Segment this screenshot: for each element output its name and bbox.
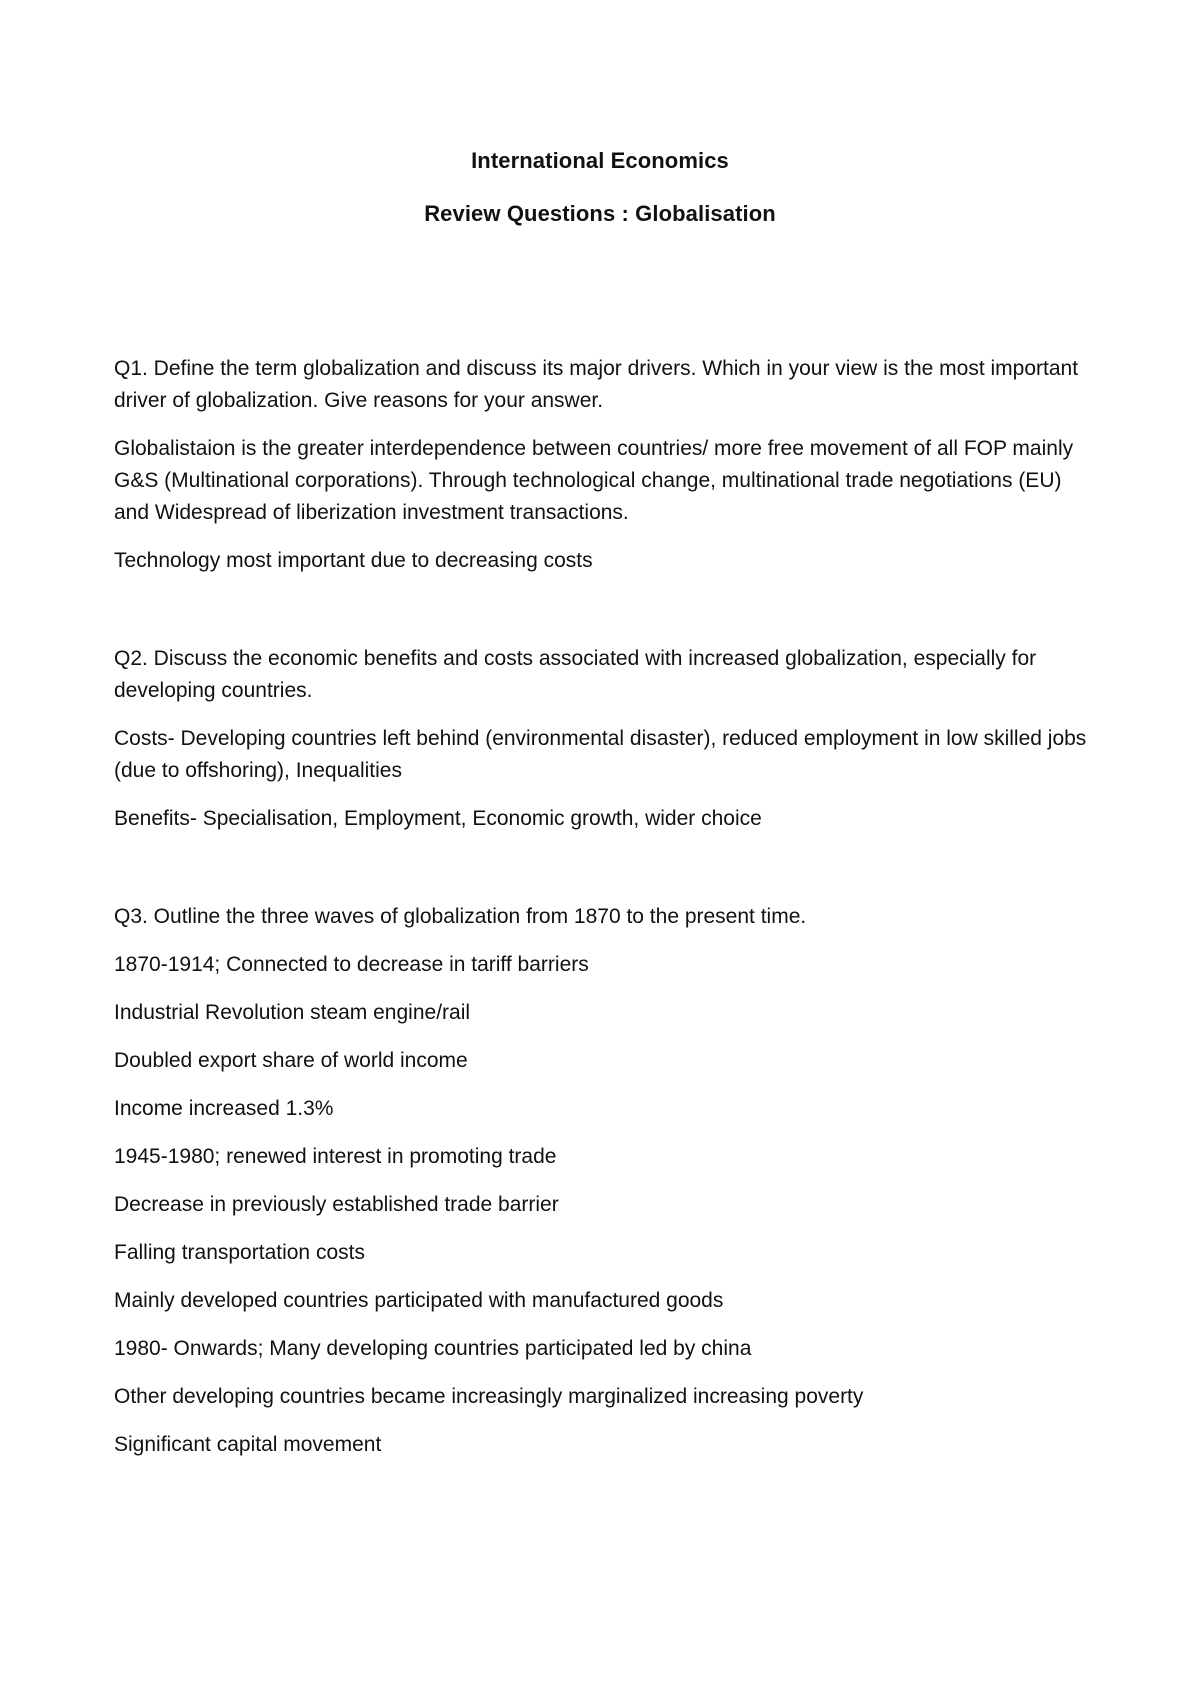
answer-2-2: Benefits- Specialisation, Employment, Economic growth, wider choice bbox=[114, 807, 762, 830]
document-title: International Economics bbox=[471, 148, 729, 173]
answer-3-5: 1945-1980; renewed interest in promoting trade bbox=[114, 1145, 557, 1168]
answer-3-8: Mainly developed countries participated with manufactured goods bbox=[114, 1289, 724, 1312]
answer-1-1: Globalistaion is the greater interdependence between countries/ more free movement of all FOP mainly G&S (Multinational corporations). Through technological change, multinational trade negotiations (EU) and Widespread of liberization investment transactions. bbox=[114, 437, 1074, 524]
answer-3-3: Doubled export share of world income bbox=[114, 1049, 468, 1072]
answer-3-4: Income increased 1.3% bbox=[114, 1097, 334, 1120]
answer-3-10: Other developing countries became increasingly marginalized increasing poverty bbox=[114, 1385, 864, 1408]
question-1: Q1. Define the term globalization and discuss its major drivers. Which in your view is the most important driver of globalization. Give reasons for your answer. bbox=[114, 357, 1079, 412]
document-subtitle: Review Questions : Globalisation bbox=[424, 201, 776, 226]
answer-3-2: Industrial Revolution steam engine/rail bbox=[114, 1001, 471, 1024]
answer-3-1: 1870-1914; Connected to decrease in tariff barriers bbox=[114, 953, 589, 976]
answer-3-9: 1980- Onwards; Many developing countries participated led by china bbox=[114, 1337, 752, 1360]
document-body bbox=[114, 353, 1094, 1477]
question-2: Q2. Discuss the economic benefits and costs associated with increased globalization, especially for developing countries. bbox=[114, 647, 1037, 702]
answer-3-7: Falling transportation costs bbox=[114, 1241, 365, 1264]
answer-2-1: Costs- Developing countries left behind (environmental disaster), reduced employment in low skilled jobs (due to offshoring), Inequalities bbox=[114, 727, 1087, 782]
answer-3-6: Decrease in previously established trade barrier bbox=[114, 1193, 559, 1216]
answer-3-11: Significant capital movement bbox=[114, 1433, 382, 1456]
answer-1-2: Technology most important due to decreasing costs bbox=[114, 549, 593, 572]
question-3: Q3. Outline the three waves of globalization from 1870 to the present time. bbox=[114, 905, 807, 928]
